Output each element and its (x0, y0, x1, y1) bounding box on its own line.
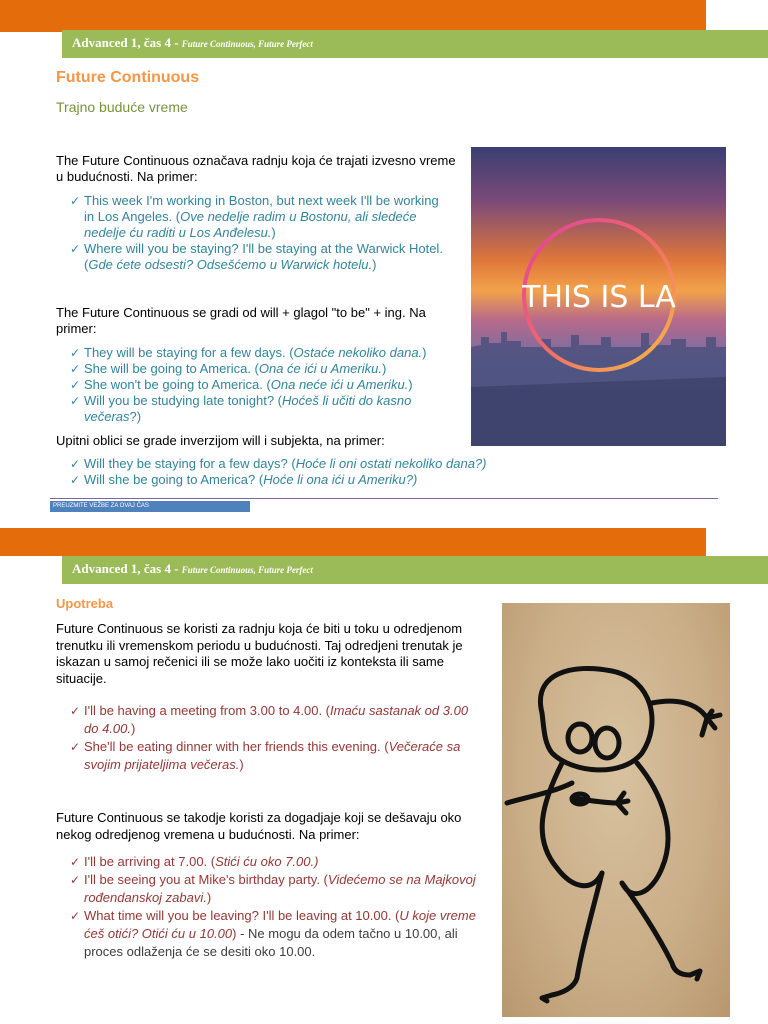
list-item: ✓ Will she be going to America? (Hoće li ona ići u Ameriku?) (70, 472, 418, 487)
usage-paragraph: Future Continuous se koristi za radnju koja će biti u toku u odredjenom trenutku ili vremenskom periodu u budućnosti. Taj odredjeni trenutak je iskazan u samoj rečenici ili se može lako uočiti iz konteksta ili same situacije. (56, 621, 463, 686)
list-item: ✓ She will be going to America. (Ona će ići u Ameriku.) (70, 361, 387, 376)
lesson-title: Advanced 1, čas 4 - (72, 561, 182, 576)
usage-examples-2 (70, 853, 480, 961)
section-subheading: Trajno buduće vreme (56, 99, 188, 115)
check-icon: ✓ (70, 378, 81, 392)
lesson-header-2 (62, 556, 768, 584)
stick-figure-image (502, 603, 730, 1017)
check-icon: ✓ (70, 473, 81, 487)
list-item: ✓ Will you be studying late tonight? (Hoćeš li učiti do kasno večeras?) (70, 393, 412, 424)
list-item: ✓ This week I'm working in Boston, but next week I'll be working in Los Angeles. (Ove nedelje radim u Bostonu, ali sledeće nedelje ću raditi u Los Anđelesu.) (70, 193, 439, 240)
list-item: ✓ I'll be having a meeting from 3.00 to 4.00. (Imaću sastanak od 3.00 do 4.00.) (70, 703, 469, 736)
usage-examples-1 (70, 702, 480, 774)
check-icon: ✓ (70, 873, 81, 887)
list-item: ✓ She'll be eating dinner with her friends this evening. (Večeraće sa svojim prijateljima večeras.) (70, 739, 461, 772)
divider (50, 498, 718, 499)
list-item: ✓ Where will you be staying? I'll be staying at the Warwick Hotel. (Gde ćete odsesti? Odsešćemo u Warwick hotelu.) (70, 241, 443, 272)
section-heading: Future Continuous (56, 69, 200, 86)
download-exercises-link[interactable]: PREUZMITE VEŽBE ZA OVAJ ČAS (50, 501, 250, 512)
check-icon: ✓ (70, 362, 81, 376)
examples-list-3 (70, 456, 530, 488)
check-icon: ✓ (70, 457, 81, 471)
list-item: ✓ Will they be staying for a few days? (Hoće li oni ostati nekoliko dana?) (70, 456, 487, 471)
list-item: ✓ I'll be arriving at 7.00. (Stići ću oko 7.00.) (70, 854, 319, 869)
top-orange-bar-2 (0, 528, 706, 556)
stick-figure-art (502, 603, 730, 1017)
check-icon: ✓ (70, 394, 81, 408)
check-icon: ✓ (70, 704, 81, 718)
check-icon: ✓ (70, 346, 81, 360)
lesson-title: Advanced 1, čas 4 - (72, 35, 182, 50)
image-caption: THIS IS LA (522, 280, 676, 315)
top-orange-bar (0, 0, 706, 32)
lesson-subtitle: Future Continuous, Future Perfect (181, 565, 313, 575)
examples-list-2 (70, 345, 450, 425)
formation-paragraph: The Future Continuous se gradi od will + glagol "to be" + ing. Na primer: (56, 305, 426, 336)
list-item: ✓ I'll be seeing you at Mike's birthday party. (Videćemo se na Majkovoj rođendanskoj zabavi.) (70, 872, 476, 905)
check-icon: ✓ (70, 242, 81, 256)
lesson-subtitle: Future Continuous, Future Perfect (181, 39, 313, 49)
examples-list-1 (70, 193, 450, 273)
la-photo-art (471, 147, 726, 446)
usage-heading: Upotreba (56, 596, 114, 611)
intro-paragraph: The Future Continuous označava radnju koja će trajati izvesno vreme u budućnosti. Na primer: (56, 153, 456, 184)
check-icon: ✓ (70, 855, 81, 869)
check-icon: ✓ (70, 740, 81, 754)
question-paragraph: Upitni oblici se grade inverzijom will i subjekta, na primer: (56, 433, 385, 448)
list-item: ✓ She won't be going to America. (Ona neće ići u Ameriku.) (70, 377, 413, 392)
list-item: ✓ What time will you be leaving? I'll be leaving at 10.00. (U koje vreme ćeš otići? Otići ću u 10.00) - Ne mogu da odem tačno u 10.00, ali proces odlaženja će se desiti oko 10.00. (70, 908, 476, 959)
lesson-header-1 (62, 30, 768, 58)
check-icon: ✓ (70, 194, 81, 208)
la-photo (471, 147, 726, 446)
list-item: ✓ They will be staying for a few days. (Ostaće nekoliko dana.) (70, 345, 427, 360)
check-icon: ✓ (70, 909, 81, 923)
usage-paragraph-2: Future Continuous se takodje koristi za dogadjaje koji se dešavaju oko nekog odredjenog vremena u budućnosti. Na primer: (56, 810, 462, 842)
